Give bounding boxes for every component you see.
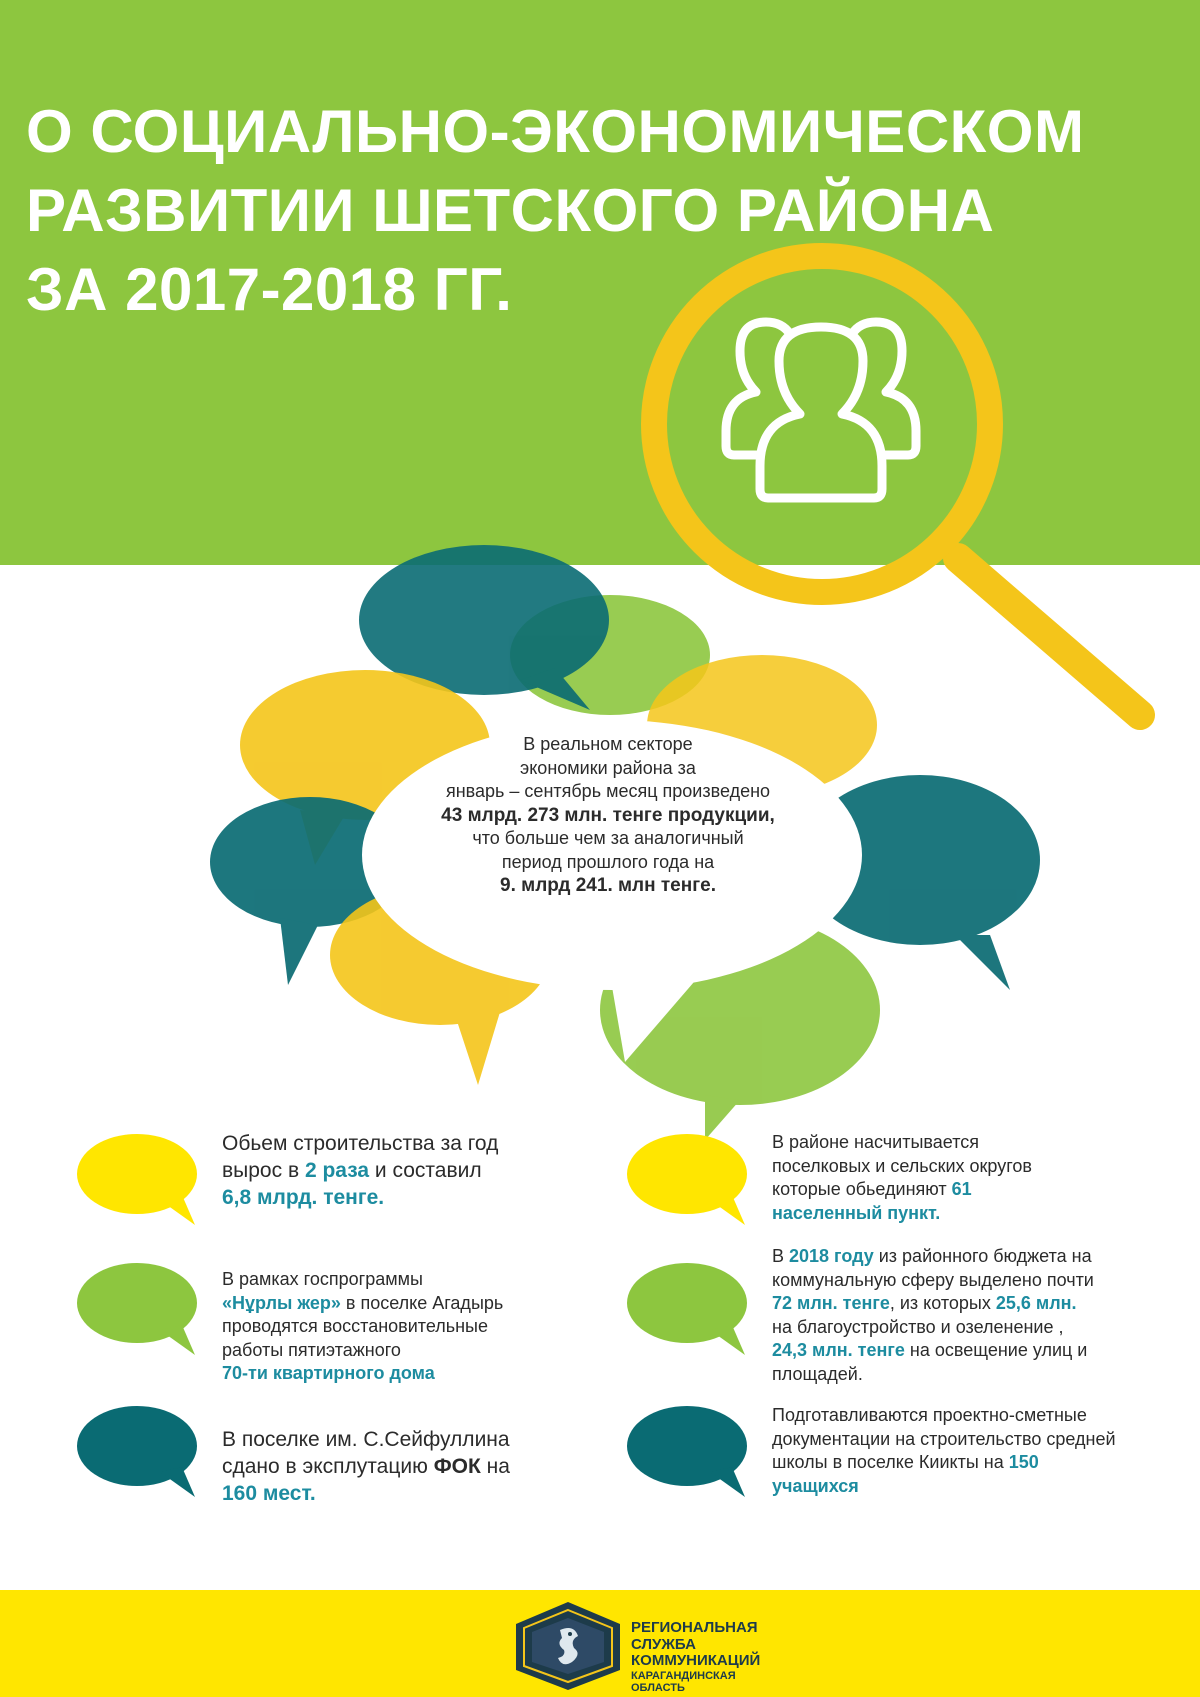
districts-highlight-settlements: населенный пункт.: [772, 1202, 941, 1223]
budget-highlight-landscaping: 25,6 млн.: [995, 1293, 1077, 1313]
logo-wordmark: [631, 1620, 760, 1694]
school-line-2: документации на строительство средней: [772, 1428, 1116, 1449]
budget-highlight-lighting: 24,3 млн. тенге: [772, 1340, 905, 1360]
info-construction: [222, 1130, 498, 1211]
info-school: [772, 1404, 1116, 1498]
school-line-3: школы в поселке Киикты на 150: [772, 1452, 1039, 1472]
fok-line-1: В поселке им. С.Сейфуллина: [222, 1428, 510, 1451]
info-nurly-zher: [222, 1268, 503, 1386]
bubble-icon-yellow-left: [77, 1134, 197, 1225]
logo-line-1: РЕГИОНАЛЬНАЯ: [631, 1619, 758, 1636]
logo-sub-2: ОБЛАСТЬ: [631, 1681, 685, 1694]
title-line-1: О СОЦИАЛЬНО-ЭКОНОМИЧЕСКОМ: [26, 98, 1085, 165]
budget-line-3: 72 млн. тенге, из которых 25,6 млн.: [772, 1293, 1077, 1313]
nurly-highlight-building: 70-ти квартирного дома: [222, 1363, 435, 1383]
budget-line-6: площадей.: [772, 1363, 863, 1384]
districts-line-1: В районе насчитывается: [772, 1132, 979, 1152]
budget-highlight-total: 72 млн. тенге: [772, 1293, 890, 1313]
bubble-icon-yellow-right: [627, 1134, 747, 1225]
nurly-line-1: В рамках госпрограммы: [222, 1269, 423, 1289]
center-line-6: период прошлого года на: [501, 851, 715, 872]
districts-highlight-count: 61: [951, 1179, 972, 1199]
budget-line-2: коммунальную сферу выделено почти: [772, 1269, 1094, 1290]
school-highlight-students: учащихся: [772, 1475, 859, 1496]
bubble-icon-green-right: [627, 1263, 747, 1355]
center-line-7: 9. млрд 241. млн тенге.: [500, 875, 716, 896]
snow-leopard-logo-icon: [508, 1600, 628, 1692]
center-line-4: 43 млрд. 273 млн. тенге продукции,: [441, 804, 775, 826]
nurly-line-4: работы пятиэтажного: [222, 1339, 401, 1360]
center-line-3: январь – сентябрь месяц произведено: [445, 781, 771, 801]
school-line-1: Подготавливаются проектно-сметные: [772, 1405, 1087, 1425]
nurly-line-2: «Нұрлы жер» в поселке Агадырь: [222, 1292, 504, 1313]
center-line-2: экономики района за: [520, 757, 696, 778]
construction-line-2: вырос в 2 раза и составил: [222, 1159, 482, 1182]
budget-highlight-year: 2018 году: [789, 1246, 874, 1266]
center-bubble-text: [372, 733, 844, 898]
info-fok: [222, 1426, 510, 1507]
logo-sub-1: КАРАГАНДИНСКАЯ: [631, 1669, 736, 1682]
magnifier-ring: [654, 256, 990, 592]
bubble-icon-teal-left: [77, 1406, 197, 1497]
info-budget: [772, 1245, 1094, 1386]
fok-line-2: сдано в эксплутацию ФОК на: [222, 1455, 510, 1478]
construction-line-1: Обьем строительства за год: [222, 1132, 499, 1155]
construction-highlight-amount: 6,8 млрд. тенге.: [222, 1186, 385, 1209]
nurly-program-name: «Нұрлы жер»: [222, 1292, 341, 1313]
school-highlight-count: 150: [1008, 1452, 1039, 1472]
fok-highlight-places: 160 мест.: [222, 1482, 316, 1505]
logo-line-2: СЛУЖБА: [631, 1635, 696, 1653]
bubble-icon-teal-right: [627, 1406, 747, 1497]
budget-line-5: 24,3 млн. тенге на освещение улиц и: [772, 1340, 1088, 1360]
center-line-5: что больше чем за аналогичный: [472, 828, 744, 848]
people-icon: [726, 322, 916, 498]
center-line-1: В реальном секторе: [523, 734, 693, 754]
logo-line-3: КОММУНИКАЦИЙ: [631, 1652, 761, 1669]
title-line-2: РАЗВИТИИ ШЕТСКОГО РАЙОНА: [26, 177, 995, 244]
districts-line-2: поселковых и сельских округов: [772, 1155, 1032, 1176]
title-line-3: ЗА 2017-2018 ГГ.: [26, 256, 513, 323]
budget-line-4: на благоустройство и озеленение ,: [772, 1316, 1064, 1337]
budget-line-1: В 2018 году из районного бюджета на: [772, 1246, 1092, 1266]
districts-line-3: которые обьединяют 61: [772, 1179, 972, 1199]
magnifier-handle: [958, 558, 1140, 715]
nurly-line-3: проводятся восстановительные: [222, 1316, 489, 1336]
info-districts: [772, 1131, 1032, 1225]
construction-highlight-times: 2 раза: [304, 1159, 370, 1182]
bubble-icon-green-left: [77, 1263, 197, 1355]
fok-label: ФОК: [433, 1455, 481, 1478]
